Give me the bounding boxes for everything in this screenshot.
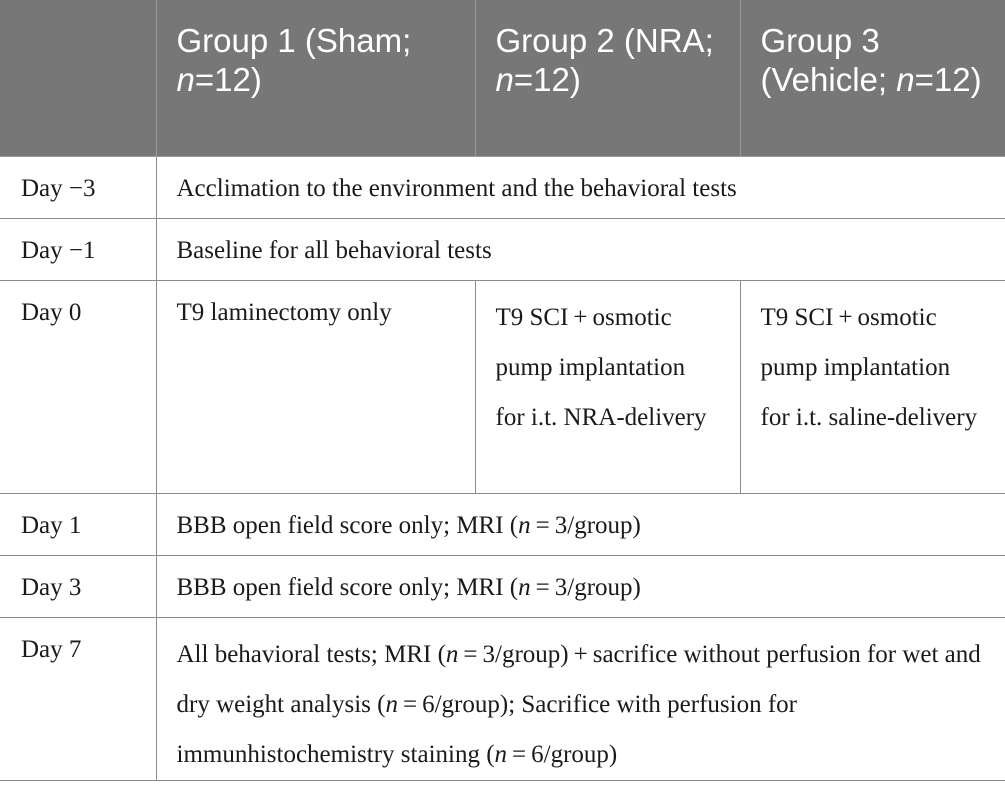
table-row [0, 493, 1005, 555]
table-row [0, 617, 1005, 780]
day-label: Day 7 [0, 617, 156, 780]
table-row [0, 218, 1005, 280]
cell-group2: T9 SCI + osmotic pump implantation for i.t. NRA-delivery [475, 280, 740, 493]
cell-group1: T9 laminectomy only [156, 280, 475, 493]
header-corner [0, 0, 156, 156]
day-label: Day −3 [0, 156, 156, 218]
row-description: BBB open field score only; MRI (n = 3/group) [156, 493, 1005, 555]
row-description: All behavioral tests; MRI (n = 3/group) + sacrifice without perfusion for wet and dry weight analysis (n = 6/group); Sacrifice with perfusion for immunhistochemistry staining (n = 6/group) [156, 617, 1005, 780]
header-group3: Group 3 (Vehicle; n=12) [740, 0, 1005, 156]
table-row [0, 555, 1005, 617]
row-description: Baseline for all behavioral tests [156, 218, 1005, 280]
header-group2: Group 2 (NRA; n=12) [475, 0, 740, 156]
day-label: Day −1 [0, 218, 156, 280]
table-row [0, 280, 1005, 493]
day-label: Day 1 [0, 493, 156, 555]
table-row [0, 156, 1005, 218]
day-label: Day 3 [0, 555, 156, 617]
row-description: BBB open field score only; MRI (n = 3/group) [156, 555, 1005, 617]
header-group1: Group 1 (Sham; n=12) [156, 0, 475, 156]
header-row [0, 0, 1005, 156]
day-label: Day 0 [0, 280, 156, 493]
cell-group3: T9 SCI + osmotic pump implantation for i.t. saline-delivery [740, 280, 1005, 493]
row-description: Acclimation to the environment and the behavioral tests [156, 156, 1005, 218]
